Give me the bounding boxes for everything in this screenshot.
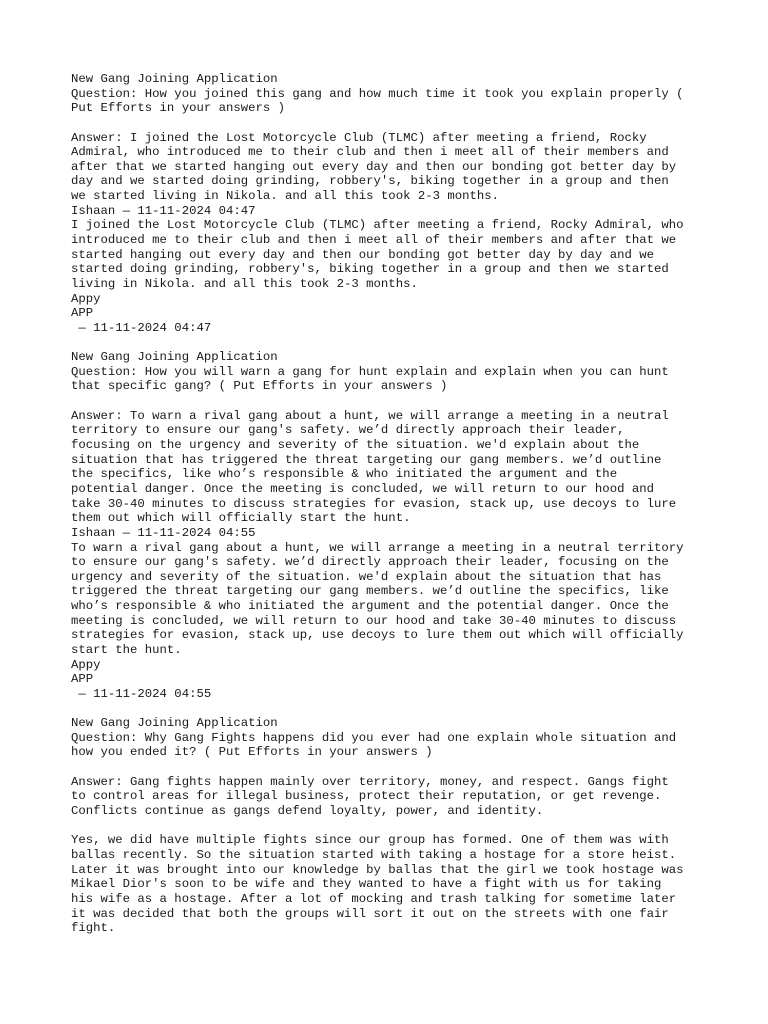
spacer [71,336,711,351]
message-text: to ensure our gang's safety. we’d directly approach their leader, focusing on the [71,555,669,570]
section-3-heading: New Gang Joining Application [71,716,278,731]
spacer [71,116,711,131]
section-2-answer: take 30-40 minutes to discuss strategies for evasion, stack up, use decoys to lure [71,496,677,511]
section-2-question: Question: How you will warn a gang for hunt explain and explain when you can hunt [71,364,669,379]
bot-tag: APP [71,306,94,321]
section-1-answer: Admiral, who introduced me to their club and then i meet all of their members and [71,145,669,160]
message-text: I joined the Lost Motorcycle Club (TLMC) after meeting a friend, Rocky Admiral, who [71,218,684,233]
section-3-story: Yes, we did have multiple fights since our group has formed. One of them was with [71,833,669,848]
spacer [71,702,711,717]
message-author-timestamp: Ishaan — 11-11-2024 04:47 [71,203,256,218]
message-text: introduced me to their club and then i meet all of their members and after that we [71,233,677,248]
message-text: meeting is concluded, we will return to our hood and take 30-40 minutes to discuss [71,613,677,628]
section-3-question: how you ended it? ( Put Efforts in your answers ) [71,745,433,760]
section-3-story: fight. [71,921,116,936]
message-text: urgency and severity of the situation. we'd explain about the situation that has [71,569,662,584]
message-text: triggered the threat targeting our gang members. we’d outline the specifics, like [71,584,669,599]
section-1-answer: Answer: I joined the Lost Motorcycle Club (TLMC) after meeting a friend, Rocky [71,130,647,145]
spacer [71,394,711,409]
section-2-answer: situation that has triggered the threat targeting our gang members. we’d outline [71,452,662,467]
section-1-answer: we started living in Nikola. and all this took 2-3 months. [71,189,500,204]
bot-timestamp: — 11-11-2024 04:47 [71,320,212,335]
section-2-answer: them out which will officially start the hunt. [71,511,411,526]
section-2-answer: focusing on the urgency and severity of the situation. we'd explain about the [71,438,640,453]
section-3-answer: to control areas for illegal business, protect their reputation, or get revenge. [71,789,662,804]
message-text: who’s responsible & who initiated the argument and the potential danger. Once the [71,599,669,614]
message-text: living in Nikola. and all this took 2-3 months. [71,276,418,291]
section-3-story: his wife as a hostage. After a lot of mocking and trash talking for sometime later [71,891,677,906]
message-text: started hanging out every day and then our bonding got better day by day and we [71,247,654,262]
section-1-heading: New Gang Joining Application [71,72,278,86]
section-2-answer: Answer: To warn a rival gang about a hunt, we will arrange a meeting in a neutral [71,408,669,423]
section-1-question: Put Efforts in your answers ) [71,101,286,116]
message-text: strategies for evasion, stack up, use decoys to lure them out which will officially [71,628,684,643]
spacer [71,819,711,834]
spacer [71,760,711,775]
bot-timestamp: — 11-11-2024 04:55 [71,686,212,701]
bot-name: Appy [71,291,101,306]
section-2-heading: New Gang Joining Application [71,350,278,365]
section-2-answer: the specifics, like who’s responsible & who initiated the argument and the [71,467,618,482]
section-1-answer: day and we started doing grinding, robbery's, biking together in a group and then [71,174,669,189]
section-3-story: Mikael Dior's soon to be wife and they wanted to have a fight with us for taking [71,877,662,892]
section-3-answer: Conflicts continue as gangs defend loyalty, power, and identity. [71,804,544,819]
section-2-answer: potential danger. Once the meeting is concluded, we will return to our hood and [71,481,654,496]
section-3-story: Later it was brought into our knowledge by ballas that the girl we took hostage was [71,862,684,877]
message-text: start the hunt. [71,642,182,657]
message-author-timestamp: Ishaan — 11-11-2024 04:55 [71,525,256,540]
section-3-question: Question: Why Gang Fights happens did you ever had one explain whole situation and [71,730,677,745]
bot-tag: APP [71,672,94,687]
message-text: started doing grinding, robbery's, biking together in a group and then we started [71,262,669,277]
bot-name: Appy [71,657,101,672]
section-2-answer: territory to ensure our gang's safety. we’d directly approach their leader, [71,423,625,438]
section-3-story: ballas recently. So the situation started with taking a hostage for a store heist. [71,847,677,862]
section-1-answer: after that we started hanging out every day and then our bonding got better day by [71,159,677,174]
section-1-question: Question: How you joined this gang and how much time it took you explain properly ( [71,86,684,101]
section-2-question: that specific gang? ( Put Efforts in your answers ) [71,379,448,394]
section-3-story: it was decided that both the groups will sort it out on the streets with one fair [71,906,669,921]
message-text: To warn a rival gang about a hunt, we will arrange a meeting in a neutral territory [71,540,684,555]
section-3-answer: Answer: Gang fights happen mainly over territory, money, and respect. Gangs fight [71,774,669,789]
document-page [71,72,711,936]
